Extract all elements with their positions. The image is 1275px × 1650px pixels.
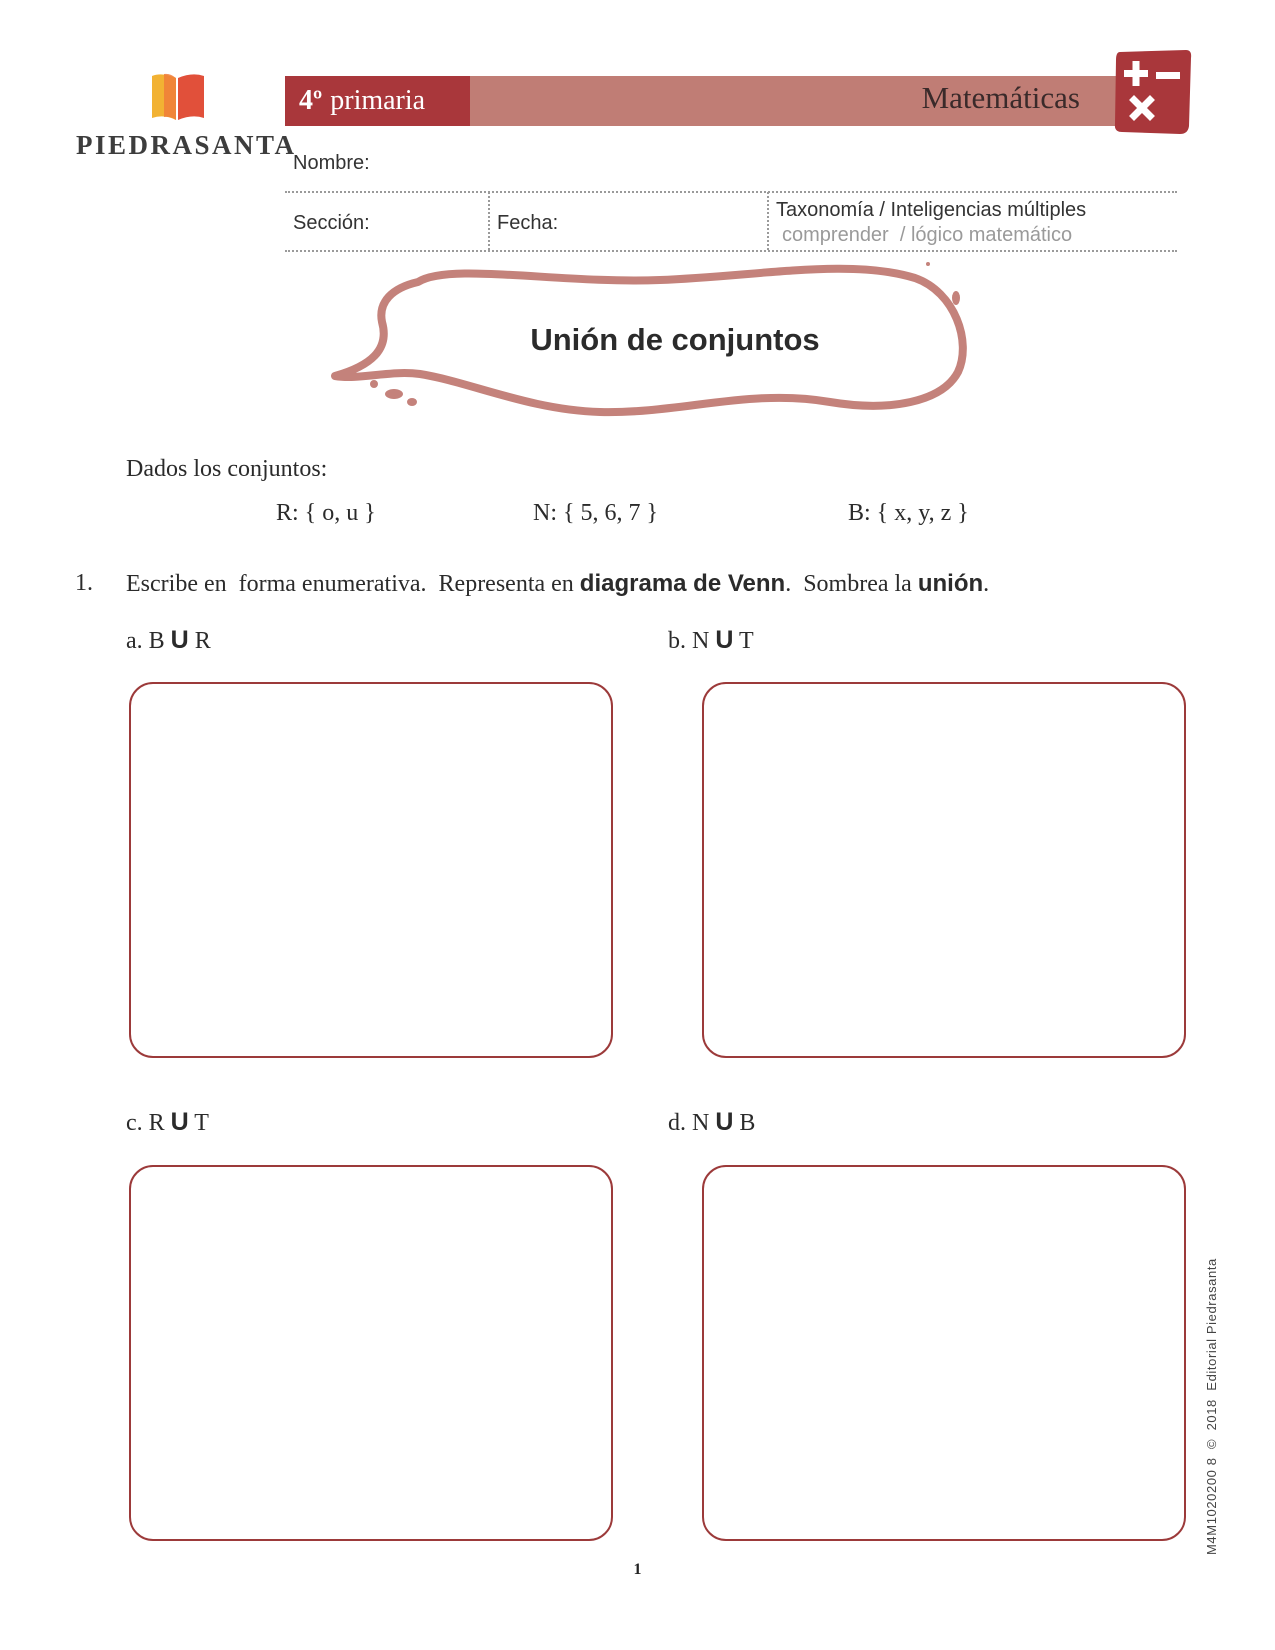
seccion-label: Sección: — [293, 212, 370, 234]
union-symbol: U — [715, 626, 734, 654]
instruction-text: Escribe en forma enumerativa. Representa en — [126, 571, 580, 597]
item-suffix: T — [188, 1110, 209, 1136]
item-suffix: T — [733, 628, 754, 654]
union-symbol: U — [170, 1108, 189, 1136]
grade-label — [285, 76, 470, 126]
book-logo-icon — [150, 72, 206, 122]
answer-box-b[interactable] — [702, 682, 1186, 1058]
item-b-label — [668, 626, 754, 655]
exercise-number: 1. — [75, 570, 93, 596]
answer-box-c[interactable] — [129, 1165, 613, 1541]
item-suffix: R — [188, 628, 211, 654]
page-title: Unión de conjuntos — [530, 322, 820, 357]
math-operations-icon — [1112, 48, 1192, 138]
taxonomy-label: Taxonomía / Inteligencias múltiples — [776, 199, 1087, 221]
item-prefix: d. N — [668, 1110, 716, 1136]
item-c-label — [126, 1108, 209, 1137]
divider — [285, 250, 1177, 252]
item-d-label — [668, 1108, 755, 1137]
item-suffix: B — [733, 1110, 756, 1136]
instruction-bold-venn: diagrama de Venn — [579, 570, 786, 597]
grade-text: primaria — [330, 85, 426, 116]
instruction-text: . — [983, 571, 990, 597]
instruction-text: . Sombrea la — [785, 571, 918, 597]
subject-title: Matemáticas — [921, 80, 1080, 115]
item-prefix: c. R — [126, 1110, 171, 1136]
answer-box-a[interactable] — [129, 682, 613, 1058]
union-symbol: U — [170, 626, 189, 654]
page-number: 1 — [633, 1561, 642, 1578]
exercise-instruction — [126, 570, 989, 598]
brand-logo-text: PIEDRASANTA — [76, 130, 297, 160]
union-symbol: U — [715, 1108, 734, 1136]
instruction-bold-union: unión — [917, 570, 984, 597]
nombre-label: Nombre: — [293, 152, 370, 174]
item-prefix: a. B — [126, 628, 171, 654]
set-r: R: { o, u } — [276, 500, 376, 526]
divider — [488, 192, 490, 250]
taxonomy-value: comprender / lógico matemático — [782, 224, 1073, 246]
item-prefix: b. N — [668, 628, 716, 654]
grade-number: 4º — [299, 85, 323, 116]
fecha-label: Fecha: — [497, 212, 559, 234]
divider — [285, 191, 1177, 193]
divider — [767, 192, 769, 250]
publisher-credit: M4M1020200 8 © 2018 Editorial Piedrasanta — [1204, 1258, 1219, 1555]
set-b: B: { x, y, z } — [848, 500, 969, 526]
intro-text: Dados los conjuntos: — [126, 456, 328, 482]
set-n: N: { 5, 6, 7 } — [533, 500, 659, 526]
item-a-label — [126, 626, 211, 655]
answer-box-d[interactable] — [702, 1165, 1186, 1541]
